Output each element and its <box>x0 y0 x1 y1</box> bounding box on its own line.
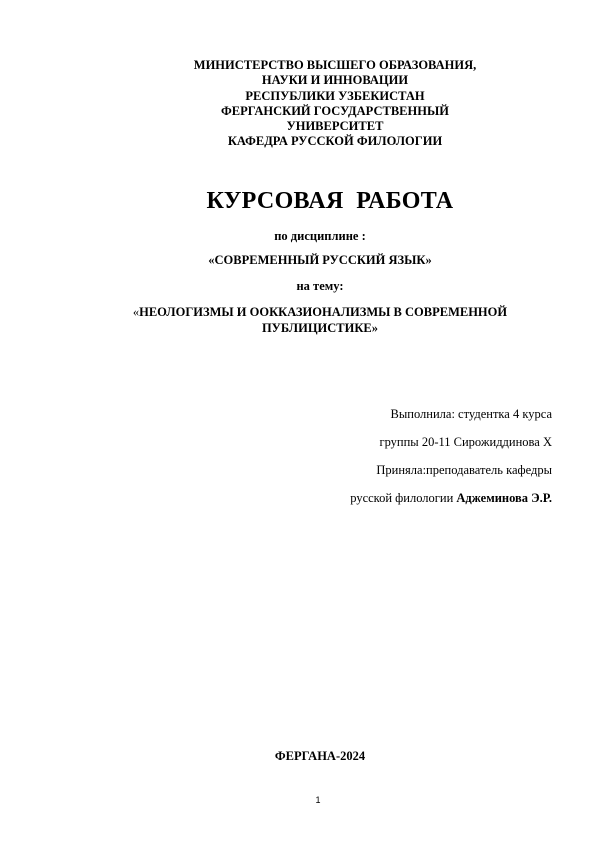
topic-title <box>100 304 540 336</box>
reviewer-dept: русской филологии <box>350 491 457 505</box>
ministry-header <box>130 58 540 150</box>
discipline-label: по дисциплине : <box>274 229 366 243</box>
topic-open-quote: « <box>132 305 140 319</box>
header-line: КАФЕДРА РУССКОЙ ФИЛОЛОГИИ <box>227 134 443 149</box>
author-line: Выполнила: студентка 4 курса <box>390 407 552 421</box>
header-line: РЕСПУБЛИКИ УЗБЕКИСТАН <box>245 88 425 103</box>
header-line: МИНИСТЕРСТВО ВЫСШЕГО ОБРАЗОВАНИЯ, <box>193 58 477 72</box>
group-line: группы 20-11 Сирожиддинова Х <box>379 435 552 449</box>
topic-text: НЕОЛОГИЗМЫ И ООККАЗИОНАЛИЗМЫ В СОВРЕМЕННОЙ ПУБЛИЦИСТИКЕ» <box>139 305 508 335</box>
header-line: ФЕРГАНСКИЙ ГОСУДАРСТВЕННЫЙ <box>221 103 449 118</box>
page-number: 1 <box>315 795 321 805</box>
reviewer-name: Аджеминова Э.Р. <box>456 491 552 505</box>
header-line: НАУКИ И ИННОВАЦИИ <box>261 73 409 88</box>
discipline-name: «СОВРЕМЕННЫЙ РУССКИЙ ЯЗЫК» <box>208 253 432 267</box>
reviewer-dept-line <box>232 490 552 518</box>
header-line: УНИВЕРСИТЕТ <box>286 119 384 134</box>
reviewer-line: Приняла:преподаватель кафедры <box>376 463 552 477</box>
document-title: КУРСОВАЯ РАБОТА <box>206 188 454 214</box>
city-year: ФЕРГАНА-2024 <box>274 749 366 763</box>
author-info <box>232 406 552 518</box>
topic-label: на тему: <box>296 279 344 293</box>
